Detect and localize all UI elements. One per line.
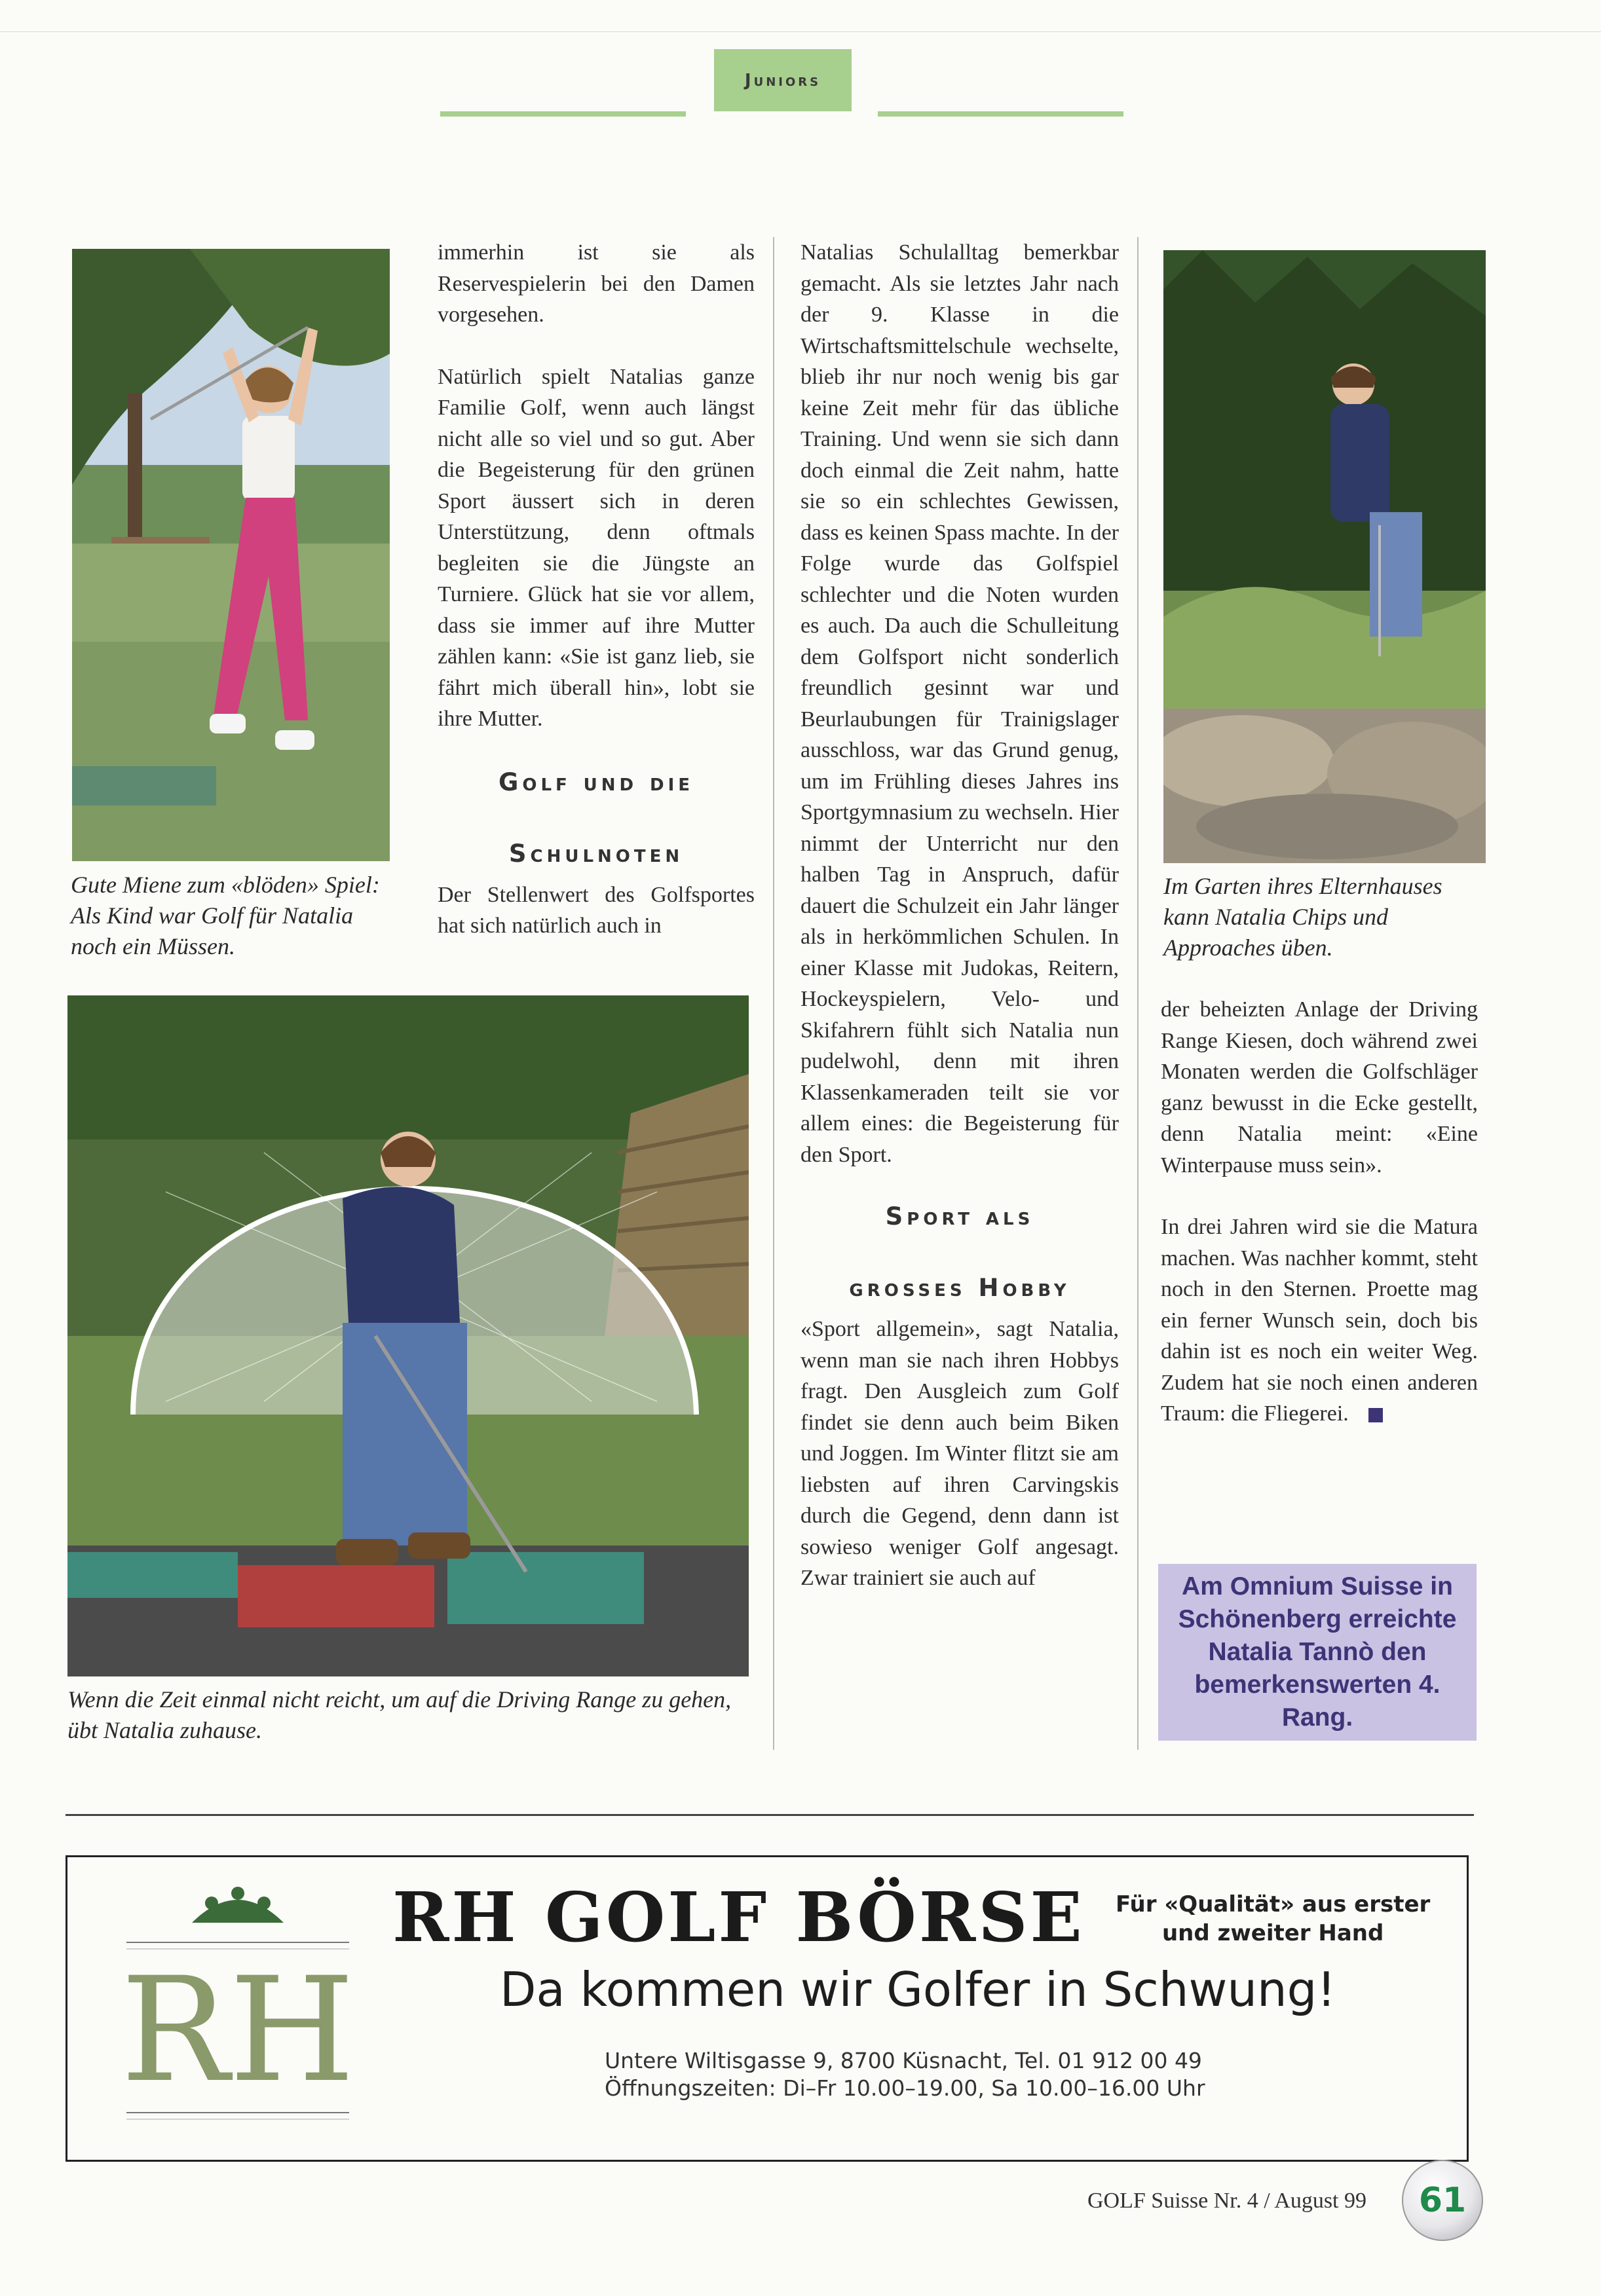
caption-photo-2: Im Garten ihres Elternhauses kann Natalia Chips und Approaches üben. [1163,873,1442,961]
ad-slogan: Da kommen wir Golfer in Schwung! [500,1962,1336,2017]
ad-address: Untere Wiltisgasse 9, 8700 Küsnacht, Tel. 01 912 00 49 [605,2048,1202,2073]
section-tag: Juniors [714,49,852,111]
col4-paragraph-2-text: In drei Jahren wird sie die Matura machen. Was nachher kommt, steht noch in den Sternen. Proette mag ein ferner Wunsch sein, doch bis dahin ist es noch ein weiter Weg. Zudem hat sie noch einen anderen Traum: die Fliegerei. [1161,1215,1478,1426]
column-3 [800,237,1119,1594]
ad-rh-golf-boerse[interactable] [66,1855,1469,2162]
col4-paragraph-1: der beheizten Anlage der Driving Range Kiesen, doch während zwei Monaten werden die Golfschläger ganz bewusst in die Ecke gestellt, denn Natalia meint: «Eine Winterpause muss sein». [1161,997,1478,1177]
subhead-golf-und-schulnoten [438,762,755,874]
page-number-golfball [1402,2160,1483,2241]
subhead-line-1: Sport als [885,1202,1034,1231]
header-rule-right [878,111,1123,117]
col3-paragraph-1: Natalias Schulalltag bemerkbar gemacht. Als sie letztes Jahr nach der 9. Klasse in die Wirtschaftsmittelschule wechselte, blieb ihr nur noch wenig bis gar keine Zeit mehr für das übliche Training. Und wenn sie sich dann doch einmal die Zeit nahm, hatte sie so ein schlechtes Gewissen, dass es keinen Spass machte. In der Folge wurde das Golfspiel schlechter und die Noten wurden es auch. Da auch die Schulleitung dem Golfsport nicht sonderlich freundlich gesinnt war und Beurlaubungen für Trainigslager ausschloss, war das Grund genug, um im Frühling dieses Jahres ins Sportgymnasium zu wechseln. Hier nimmt der Unterricht nur den halben Tag in Anspruch, dafür dauert die Schulzeit ein Jahr länger als in herkömmlichen Schulen. In einer Klasse mit Judokas, Reitern, Hockeyspielern, Velo- und Skifahrern fühlt sich Natalia nun pudelwohl, denn mit ihren Klassenkameraden teilt sie vor allem eines: die Begeisterung für den Sport. [800,240,1119,1167]
ad-subtitle [1116,1890,1430,1948]
rh-logo [120,1877,356,2139]
column-4 [1161,994,1478,1430]
header-rule-left [440,111,686,117]
ad-opening-hours: Öffnungszeiten: Di–Fr 10.00–19.00, Sa 10.00–16.00 Uhr [605,2075,1205,2101]
end-of-article-mark [1368,1408,1383,1422]
subhead-line-2: grosses Hobby [849,1274,1070,1302]
subhead-line-1: Golf und die [498,768,694,796]
ad-subtitle-line-1: Für «Qualität» aus erster [1116,1891,1431,1917]
photo-garden-chipping [1163,250,1486,863]
ad-subtitle-line-2: und zweiter Hand [1161,1920,1384,1946]
col2-paragraph-3: Der Stellenwert des Golfsportes hat sich natürlich auch in [438,882,755,938]
callout-box [1158,1564,1477,1741]
subhead-sport-als-hobby [800,1196,1119,1308]
column-divider-right [1137,237,1139,1750]
col3-paragraph-2: «Sport allgemein», sagt Natalia, wenn man sie nach ihren Hobbys fragt. Den Ausgleich zum Golf findet sie denn auch beim Biken und Joggen. Im Winter flitzt sie am liebsten auf ihren Carvingskis durch die Gegend, denn dann ist sowieso weniger Golf angesagt. Zwar trainiert sie auch auf [800,1317,1119,1590]
top-rule [0,31,1601,32]
photo-net-practice [67,995,749,1676]
ad-contact [605,2047,1205,2102]
ad-title: RH GOLF BÖRSE [392,1877,1085,1957]
publication-info: GOLF Suisse Nr. 4 / August 99 [1087,2189,1366,2213]
ad-separator-rule [66,1814,1474,1816]
caption-photo-3: Wenn die Zeit einmal nicht reicht, um auf die Driving Range zu gehen, übt Natalia zuhause. [67,1686,732,1743]
subhead-line-2: Schulnoten [508,839,684,868]
col4-paragraph-2 [1161,1212,1478,1430]
column-2 [438,237,755,942]
col2-paragraph-2: Natürlich spielt Natalias ganze Familie Golf, wenn auch längst nicht alle so viel und so gut. Aber die Begeisterung für den grünen Sport äussert sich in deren Unterstützung, denn oftmals begleiten sie die Jüngste an Turniere. Glück hat sie vor allem, dass sie immer auf ihre Mutter zählen kann: «Sie ist ganz lieb, sie fährt mich überall hin», lobt sie ihre Mutter. [438,364,755,731]
page-number: 61 [1418,2181,1467,2220]
col2-paragraph-1: immerhin ist sie als Reservespielerin bei den Damen vorgesehen. [438,240,755,327]
photo-girl-swinging [72,249,390,861]
rh-logo-monogram: RH [121,1946,355,2114]
column-divider-left [773,237,774,1750]
callout-text: Am Omnium Suisse in Schönenberg erreichte Natalia Tannò den bemerkenswerten 4. Rang. [1178,1572,1457,1731]
caption-photo-1: Gute Miene zum «blöden» Spiel: Als Kind war Golf für Natalia noch ein Müssen. [71,872,380,959]
